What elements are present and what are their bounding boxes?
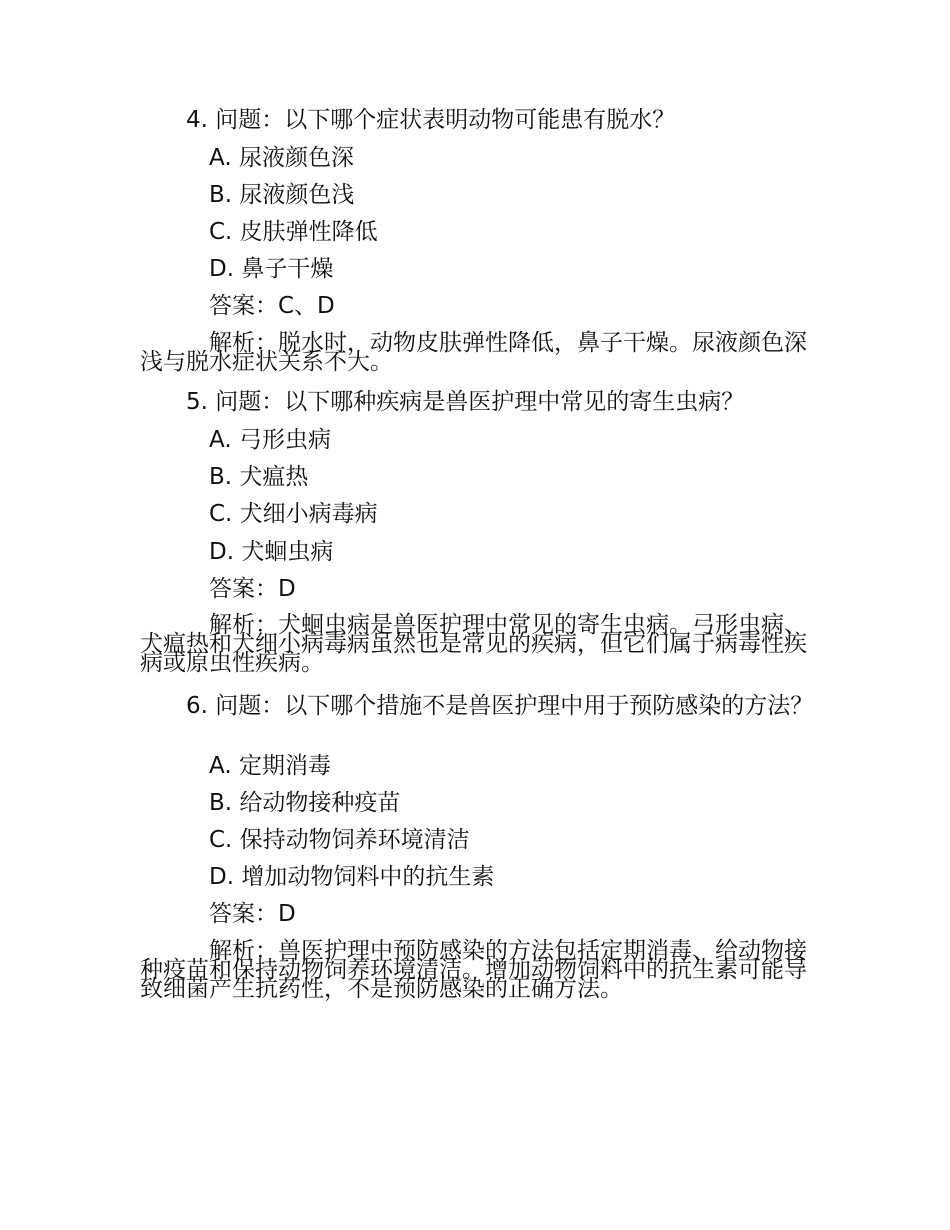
question-4-option-a: A. 尿液颜色深 bbox=[209, 145, 354, 171]
question-4-option-d: D. 鼻子干燥 bbox=[209, 256, 334, 282]
question-5: 5. 问题：以下哪种疾病是兽医护理中常见的寄生虫病？ bbox=[186, 389, 745, 415]
question-5-explanation: 解析：犬蛔虫病是兽医护理中常见的寄生虫病。弓形虫病、犬瘟热和犬细小病毒病虽然也是常见的疾病，但它们属于病毒性疾病或原虫性疾病。 bbox=[140, 612, 807, 676]
question-5-option-d: D. 犬蛔虫病 bbox=[209, 539, 334, 565]
question-6-answer: 答案：D bbox=[209, 901, 296, 927]
question-4-explanation: 解析：脱水时，动物皮肤弹性降低，鼻子干燥。尿液颜色深浅与脱水症状关系不大。 bbox=[140, 330, 807, 375]
question-4-option-b: B. 尿液颜色浅 bbox=[209, 182, 355, 208]
question-4-answer: 答案：C、D bbox=[209, 293, 335, 319]
question-5-answer: 答案：D bbox=[209, 576, 296, 602]
question-5-option-c: C. 犬细小病毒病 bbox=[209, 501, 378, 527]
question-6-option-a: A. 定期消毒 bbox=[209, 753, 331, 779]
question-4-option-c: C. 皮肤弹性降低 bbox=[209, 219, 378, 245]
question-6-option-c: C. 保持动物饲养环境清洁 bbox=[209, 827, 470, 853]
question-6-explanation: 解析：兽医护理中预防感染的方法包括定期消毒、给动物接种疫苗和保持动物饲养环境清洁。增加动物饲料中的抗生素可能导致细菌产生抗药性，不是预防感染的正确方法。 bbox=[140, 938, 807, 1002]
question-4: 4. 问题：以下哪个症状表明动物可能患有脱水？ bbox=[186, 107, 676, 133]
question-5-option-a: A. 弓形虫病 bbox=[209, 427, 331, 453]
question-6: 6. 问题：以下哪个措施不是兽医护理中用于预防感染的方法？ bbox=[186, 693, 814, 719]
question-6-option-b: B. 给动物接种疫苗 bbox=[209, 790, 401, 816]
question-5-option-b: B. 犬瘟热 bbox=[209, 464, 309, 490]
question-6-option-d: D. 增加动物饲料中的抗生素 bbox=[209, 864, 495, 890]
